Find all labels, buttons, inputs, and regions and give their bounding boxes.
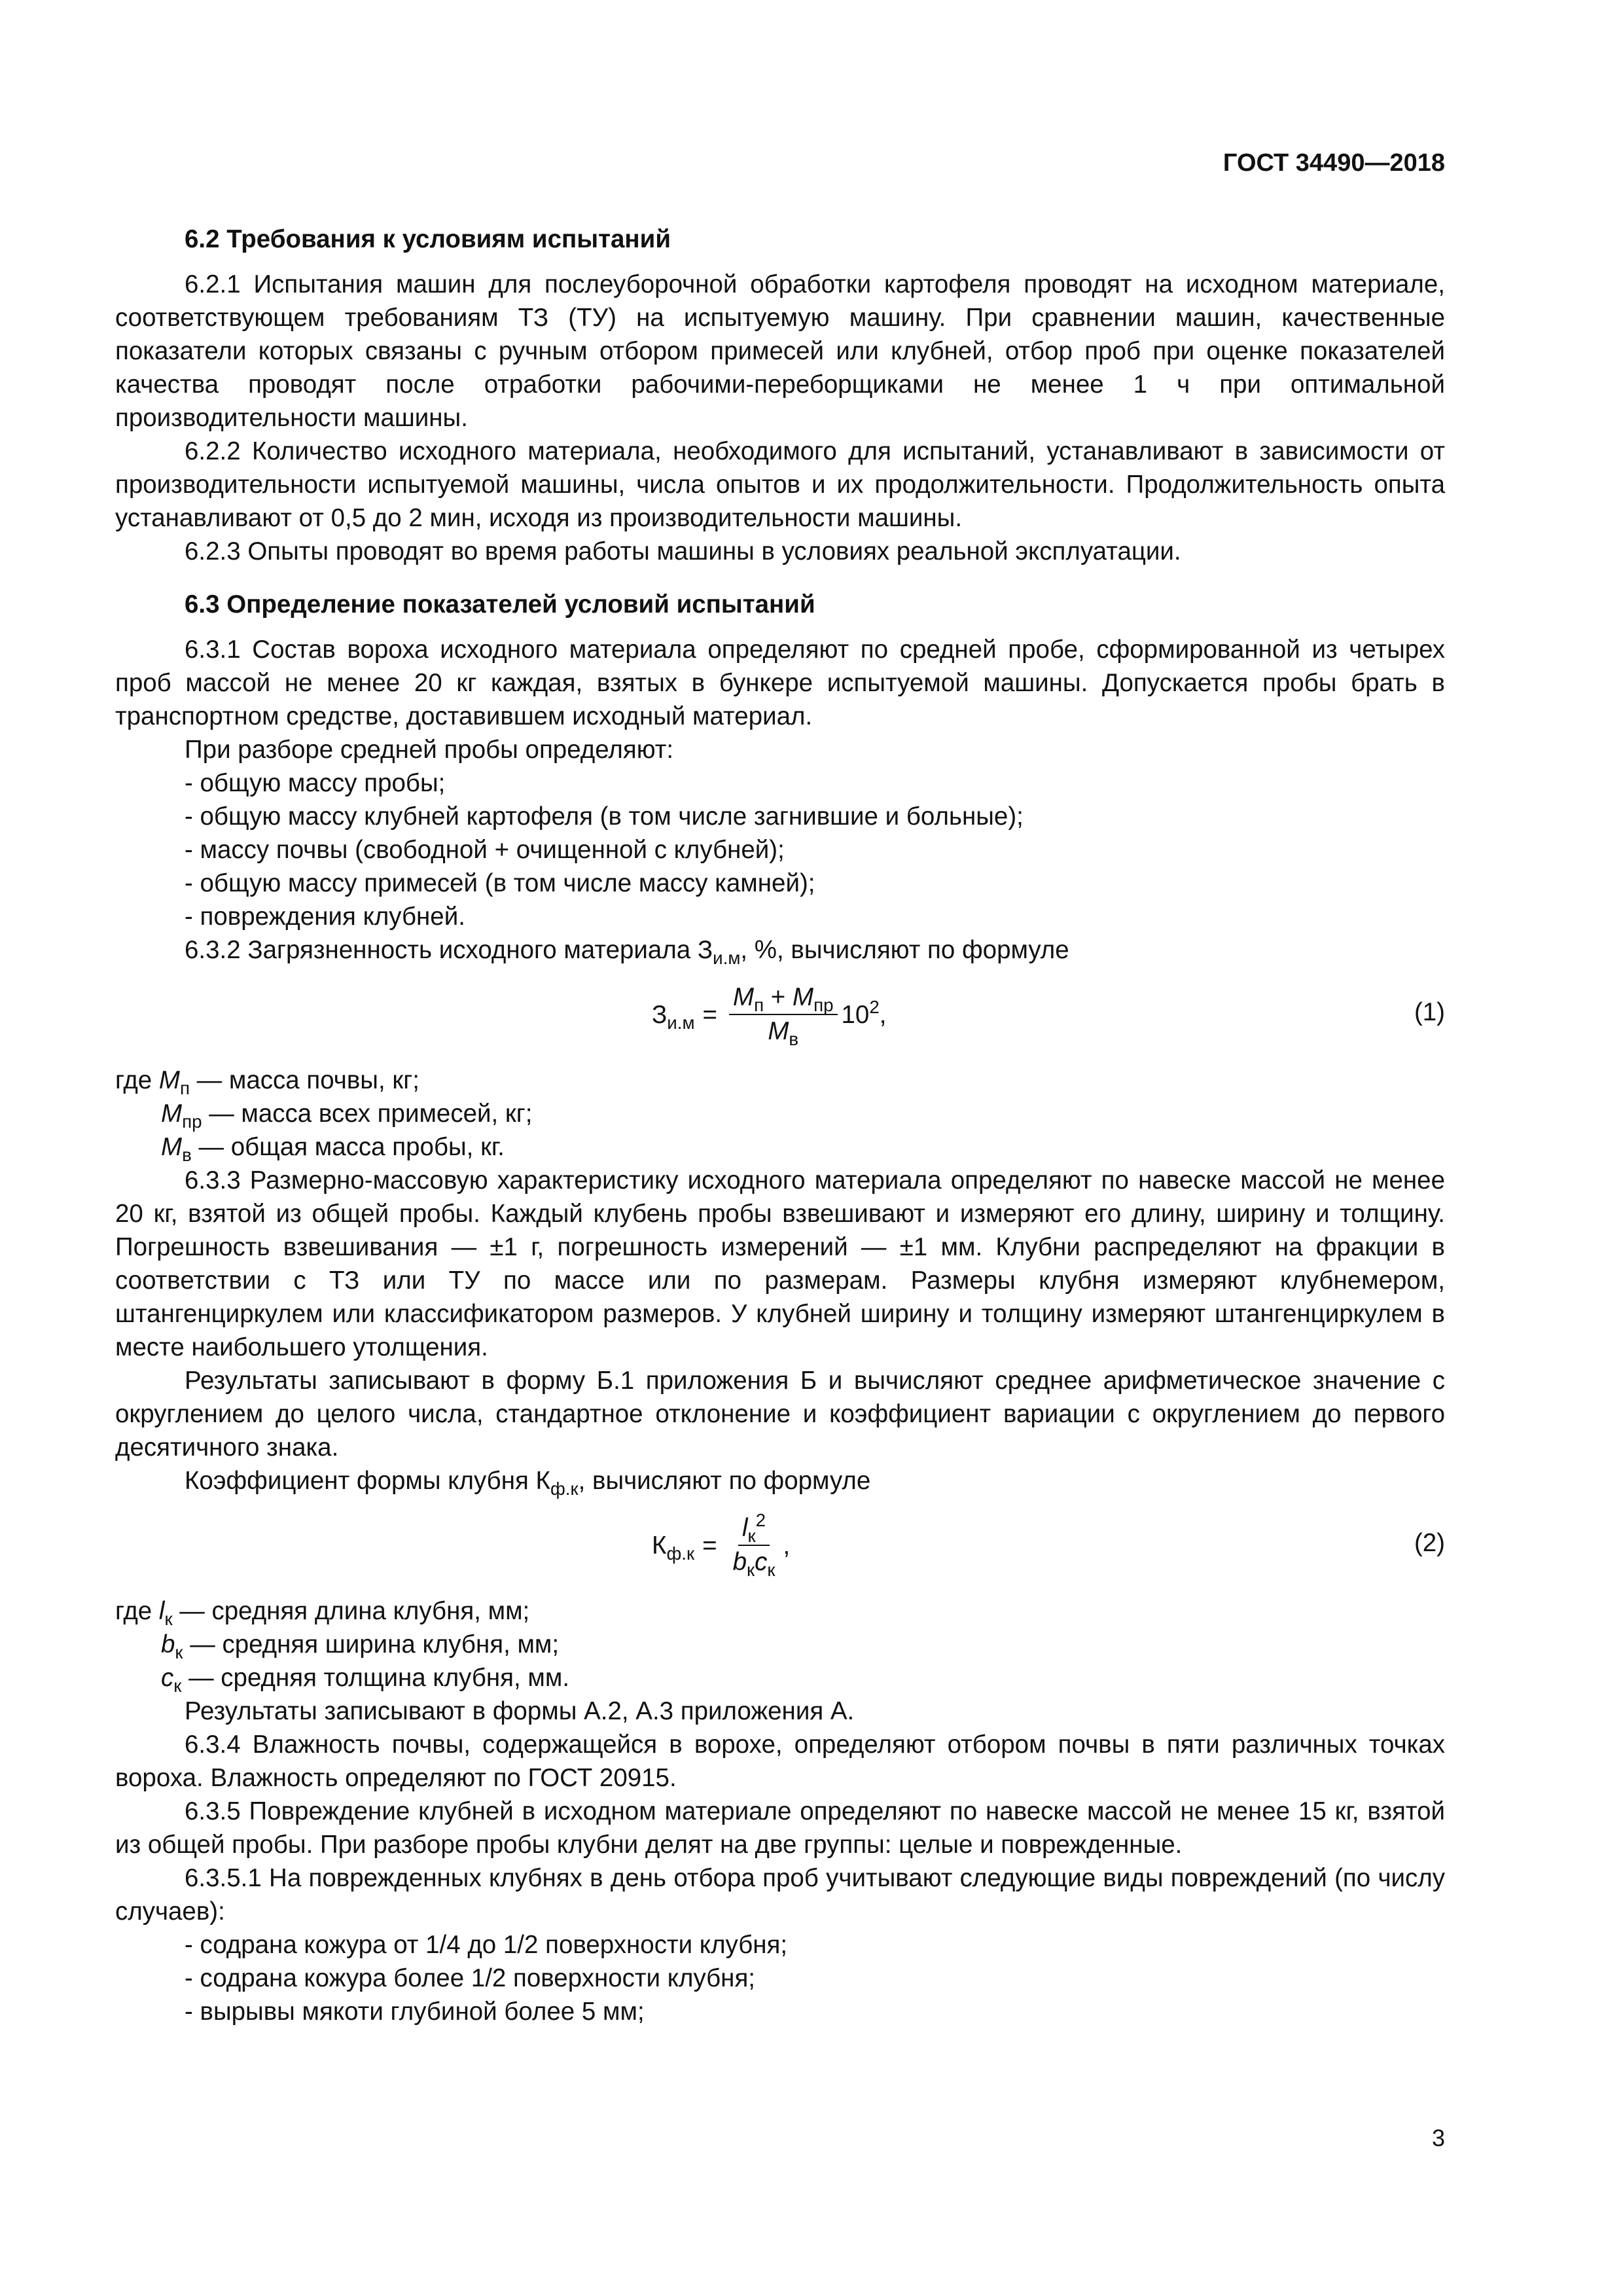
paragraph-6-3-3-forms: Результаты записывают в формы А.2, А.3 приложения А. bbox=[185, 1697, 855, 1725]
paragraph-6-3-4: 6.3.4 Влажность почвы, содержащейся в ворохе, определяют отбором почвы в пяти различных точках вороха. Влажность определяют по ГОСТ 20915. bbox=[115, 1731, 1445, 1792]
list-item: - содрана кожура более 1/2 поверхности клубня; bbox=[185, 1964, 755, 1992]
list-item: - содрана кожура от 1/4 до 1/2 поверхности клубня; bbox=[185, 1931, 788, 1959]
paragraph-6-3-2: 6.3.2 Загрязненность исходного материала $З_{и.м}$, %, вычисляют по формуле bbox=[185, 936, 1069, 968]
page-number: 3 bbox=[1431, 2125, 1445, 2151]
formula-multiplier: $10^2$, bbox=[841, 996, 887, 1029]
list-item: - массу почвы (свободной + очищенной с клубней); bbox=[185, 836, 785, 864]
list-item: - повреждения клубней. bbox=[185, 903, 465, 931]
paragraph-6-3-5: 6.3.5 Повреждение клубней в исходном материале определяют по навеске массой не менее 15 кг, взятой из общей пробы. При разборе пробы клубни делят на две группы: целые и поврежденные. bbox=[115, 1797, 1445, 1859]
paragraph-6-3-1: 6.3.1 Состав вороха исходного материала определяют по средней пробе, сформированной из четырех проб массой не менее 20 кг каждая, взятых в бункере испытуемой машины. Допускается пробы брать в транспортном средстве, доставившем исходный материал. bbox=[115, 636, 1445, 730]
formula-number: (2) bbox=[1414, 1529, 1445, 1557]
legend-item: $M_в$ — общая масса пробы, кг. bbox=[161, 1133, 505, 1165]
formula-lhs: $К_{ф.к}$ bbox=[652, 1531, 695, 1564]
list-item: - вырывы мякоти глубиной более 5 мм; bbox=[185, 1998, 645, 2026]
formula-1: $З_{и.м}$ = $\frac{M_п + M_{пр}}{M_в}$ $10^2$, (1) bbox=[652, 983, 1445, 1049]
section-6-3-title: 6.3 Определение показателей условий испытаний bbox=[185, 590, 815, 619]
paragraph-6-2-3: 6.2.3 Опыты проводят во время работы машины в условиях реальной эксплуатации. bbox=[185, 537, 1181, 565]
formula-fraction: $\frac{l_к^2}{b_кc_к}$ bbox=[732, 1509, 776, 1580]
formula-number: (1) bbox=[1414, 998, 1445, 1026]
legend-item: где $l_к$ — средняя длина клубня, мм; bbox=[115, 1597, 530, 1629]
paragraph-6-3-3-results: Результаты записывают в форму Б.1 приложения Б и вычисляют среднее арифметическое значение с округлением до целого числа, стандартное отклонение и коэффициент вариации с округлением до первого десятичного знака. bbox=[115, 1367, 1445, 1462]
legend-item: $b_к$ — средняя ширина клубня, мм; bbox=[161, 1630, 560, 1662]
formula-2: $К_{ф.к}$ = $\frac{l_к^2}{b_кc_к}$ , (2) bbox=[652, 1509, 1445, 1580]
legend-item: где $M_п$ — масса почвы, кг; bbox=[115, 1066, 419, 1098]
legend-item: $M_{пр}$ — масса всех примесей, кг; bbox=[161, 1100, 533, 1132]
formula-fraction: $\frac{M_п + M_{пр}}{M_в}$ bbox=[729, 982, 838, 1047]
composition-list bbox=[115, 766, 1445, 933]
paragraph-6-2-1: 6.2.1 Испытания машин для послеуборочной обработки картофеля проводят на исходном материале, соответствующем требованиям ТЗ (ТУ) на испытуемую машину. При сравнении машин, качественные показатели которых связаны с ручным отбором примесей или клубней, отбор проб при оценке показателей качества проводят после отработки рабочими-переборщиками не менее 1 ч при оптимальной производительности машины. bbox=[115, 270, 1445, 432]
standard-number: ГОСТ 34490—2018 bbox=[1222, 149, 1445, 177]
paragraph-6-3-3: 6.3.3 Размерно-массовую характеристику исходного материала определяют по навеске массой не менее 20 кг, взятой из общей пробы. Каждый клубень пробы взвешивают и измеряют его длину, ширину и толщину. Погрешность взвешивания — ±1 г, погрешность измерений — ±1 мм. Клубни распределяют на фракции в соответствии с ТЗ или ТУ по массе или по размерам. Размеры клубня измеряют клубнемером, штангенциркулем или классификатором размеров. У клубней ширину и толщину измеряют штангенциркулем в месте наибольшего утолщения. bbox=[115, 1166, 1445, 1361]
legend-item: $c_к$ — средняя толщина клубня, мм. bbox=[161, 1664, 570, 1696]
formula-2-legend bbox=[115, 1594, 1445, 1695]
damage-list bbox=[115, 1928, 1445, 2028]
formula-1-legend bbox=[115, 1064, 1445, 1164]
list-item: - общую массу пробы; bbox=[185, 769, 446, 797]
paragraph-6-3-5-1: 6.3.5.1 На поврежденных клубнях в день отбора проб учитывают следующие виды повреждений (по числу случаев): bbox=[115, 1864, 1445, 1926]
list-item: - общую массу примесей (в том числе массу камней); bbox=[185, 869, 815, 897]
section-6-2-title: 6.2 Требования к условиям испытаний bbox=[185, 225, 671, 253]
paragraph-6-3-1-intro: При разборе средней пробы определяют: bbox=[185, 736, 674, 764]
page-content bbox=[115, 223, 1445, 2028]
paragraph-6-3-3-coef: Коэффициент формы клубня $К_{ф.к}$, вычисляют по формуле bbox=[185, 1467, 871, 1499]
formula-lhs: $З_{и.м}$ bbox=[652, 1000, 695, 1033]
paragraph-6-2-2: 6.2.2 Количество исходного материала, необходимого для испытаний, устанавливают в зависимости от производительности испытуемой машины, числа опытов и их продолжительности. Продолжительность опыта устанавливают от 0,5 до 2 мин, исходя из производительности машины. bbox=[115, 437, 1445, 532]
list-item: - общую массу клубней картофеля (в том числе загнившие и больные); bbox=[185, 802, 1024, 831]
